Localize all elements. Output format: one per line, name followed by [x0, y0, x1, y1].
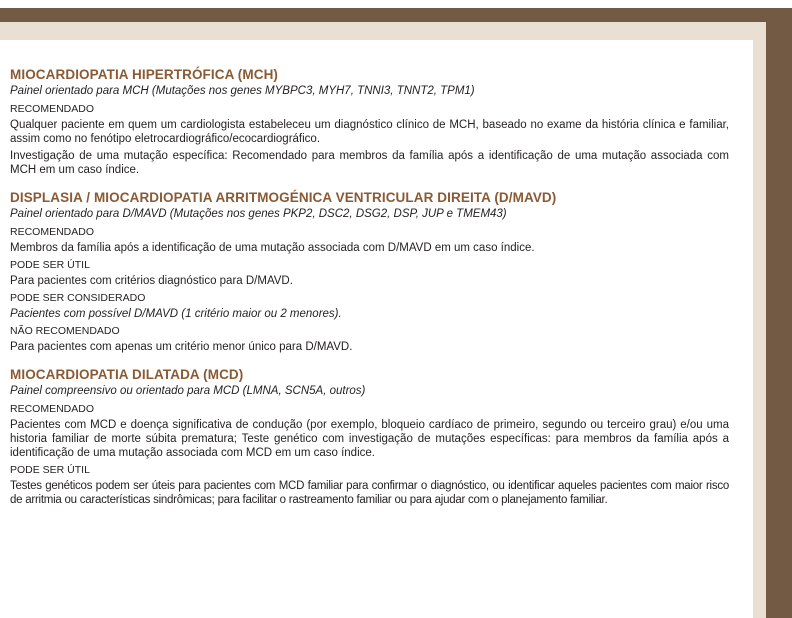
section-title: DISPLASIA / MIOCARDIOPATIA ARRITMOGÉNICA VENTRICULAR DIREITA (D/MAVD) — [10, 190, 557, 205]
panel-description: Painel orientado para MCH (Mutações nos genes MYBPC3, MYH7, TNNI3, TNNT2, TPM1) — [10, 85, 475, 97]
recommendation-label: RECOMENDADO — [10, 226, 95, 238]
recommendation-text: Pacientes com possível D/MAVD (1 critério maior ou 2 menores). — [10, 308, 342, 320]
document-page — [0, 40, 753, 618]
recommendation-label: RECOMENDADO — [10, 103, 95, 115]
top-frame-bar — [0, 8, 792, 22]
recommendation-label: PODE SER ÚTIL — [10, 464, 90, 476]
recommendation-label: NÃO RECOMENDADO — [10, 325, 120, 337]
recommendation-label: PODE SER ÚTIL — [10, 259, 90, 271]
recommendation-text: Investigação de uma mutação específica: Recomendado para membros da família após a identificação de uma mutação associada com MCH em um caso índice. — [10, 150, 729, 176]
recommendation-text: Testes genéticos podem ser úteis para pacientes com MCD familiar para confirmar o diagnóstico, ou identificar aqueles pacientes com maior risco de arritmia ou características sindrômicas; para facilitar o rastreamento familiar ou para ajudar com o planejamento familiar. — [10, 480, 729, 506]
recommendation-text: Membros da família após a identificação de uma mutação associada com D/MAVD em um caso índice. — [10, 242, 535, 254]
right-frame-bar — [766, 22, 792, 618]
recommendation-label: PODE SER CONSIDERADO — [10, 292, 146, 304]
section-title: MIOCARDIOPATIA HIPERTRÓFICA (MCH) — [10, 67, 279, 82]
recommendation-text: Para pacientes com apenas um critério menor único para D/MAVD. — [10, 341, 353, 353]
recommendation-text: Qualquer paciente em quem um cardiologista estabeleceu um diagnóstico clínico de MCH, baseado no exame da história clínica e familiar, assim como no fenótipo eletrocardiográfico/ecocardiográfico. — [10, 119, 729, 145]
section-title: MIOCARDIOPATIA DILATADA (MCD) — [10, 367, 244, 382]
section-mch — [10, 66, 729, 177]
panel-description: Painel orientado para D/MAVD (Mutações nos genes PKP2, DSC2, DSG2, DSP, JUP e TMEM43) — [10, 208, 507, 220]
right-frame-inner — [753, 22, 766, 618]
recommendation-text: Para pacientes com critérios diagnóstico para D/MAVD. — [10, 275, 293, 287]
recommendation-text: Pacientes com MCD e doença significativa de condução (por exemplo, bloqueio cardíaco de primeiro, segundo ou terceiro grau) e/ou uma historia familiar de morte súbita prematura; Teste genético com investigação de mutações específicas: para membros da família após a identificação de uma mutação associada com MCD em um caso índice. — [10, 419, 729, 459]
section-dmavd — [10, 189, 729, 354]
recommendation-label: RECOMENDADO — [10, 403, 95, 415]
top-margin — [0, 0, 792, 8]
panel-description: Painel compreensivo ou orientado para MCD (LMNA, SCN5A, outros) — [10, 385, 366, 397]
section-mcd — [10, 366, 729, 507]
